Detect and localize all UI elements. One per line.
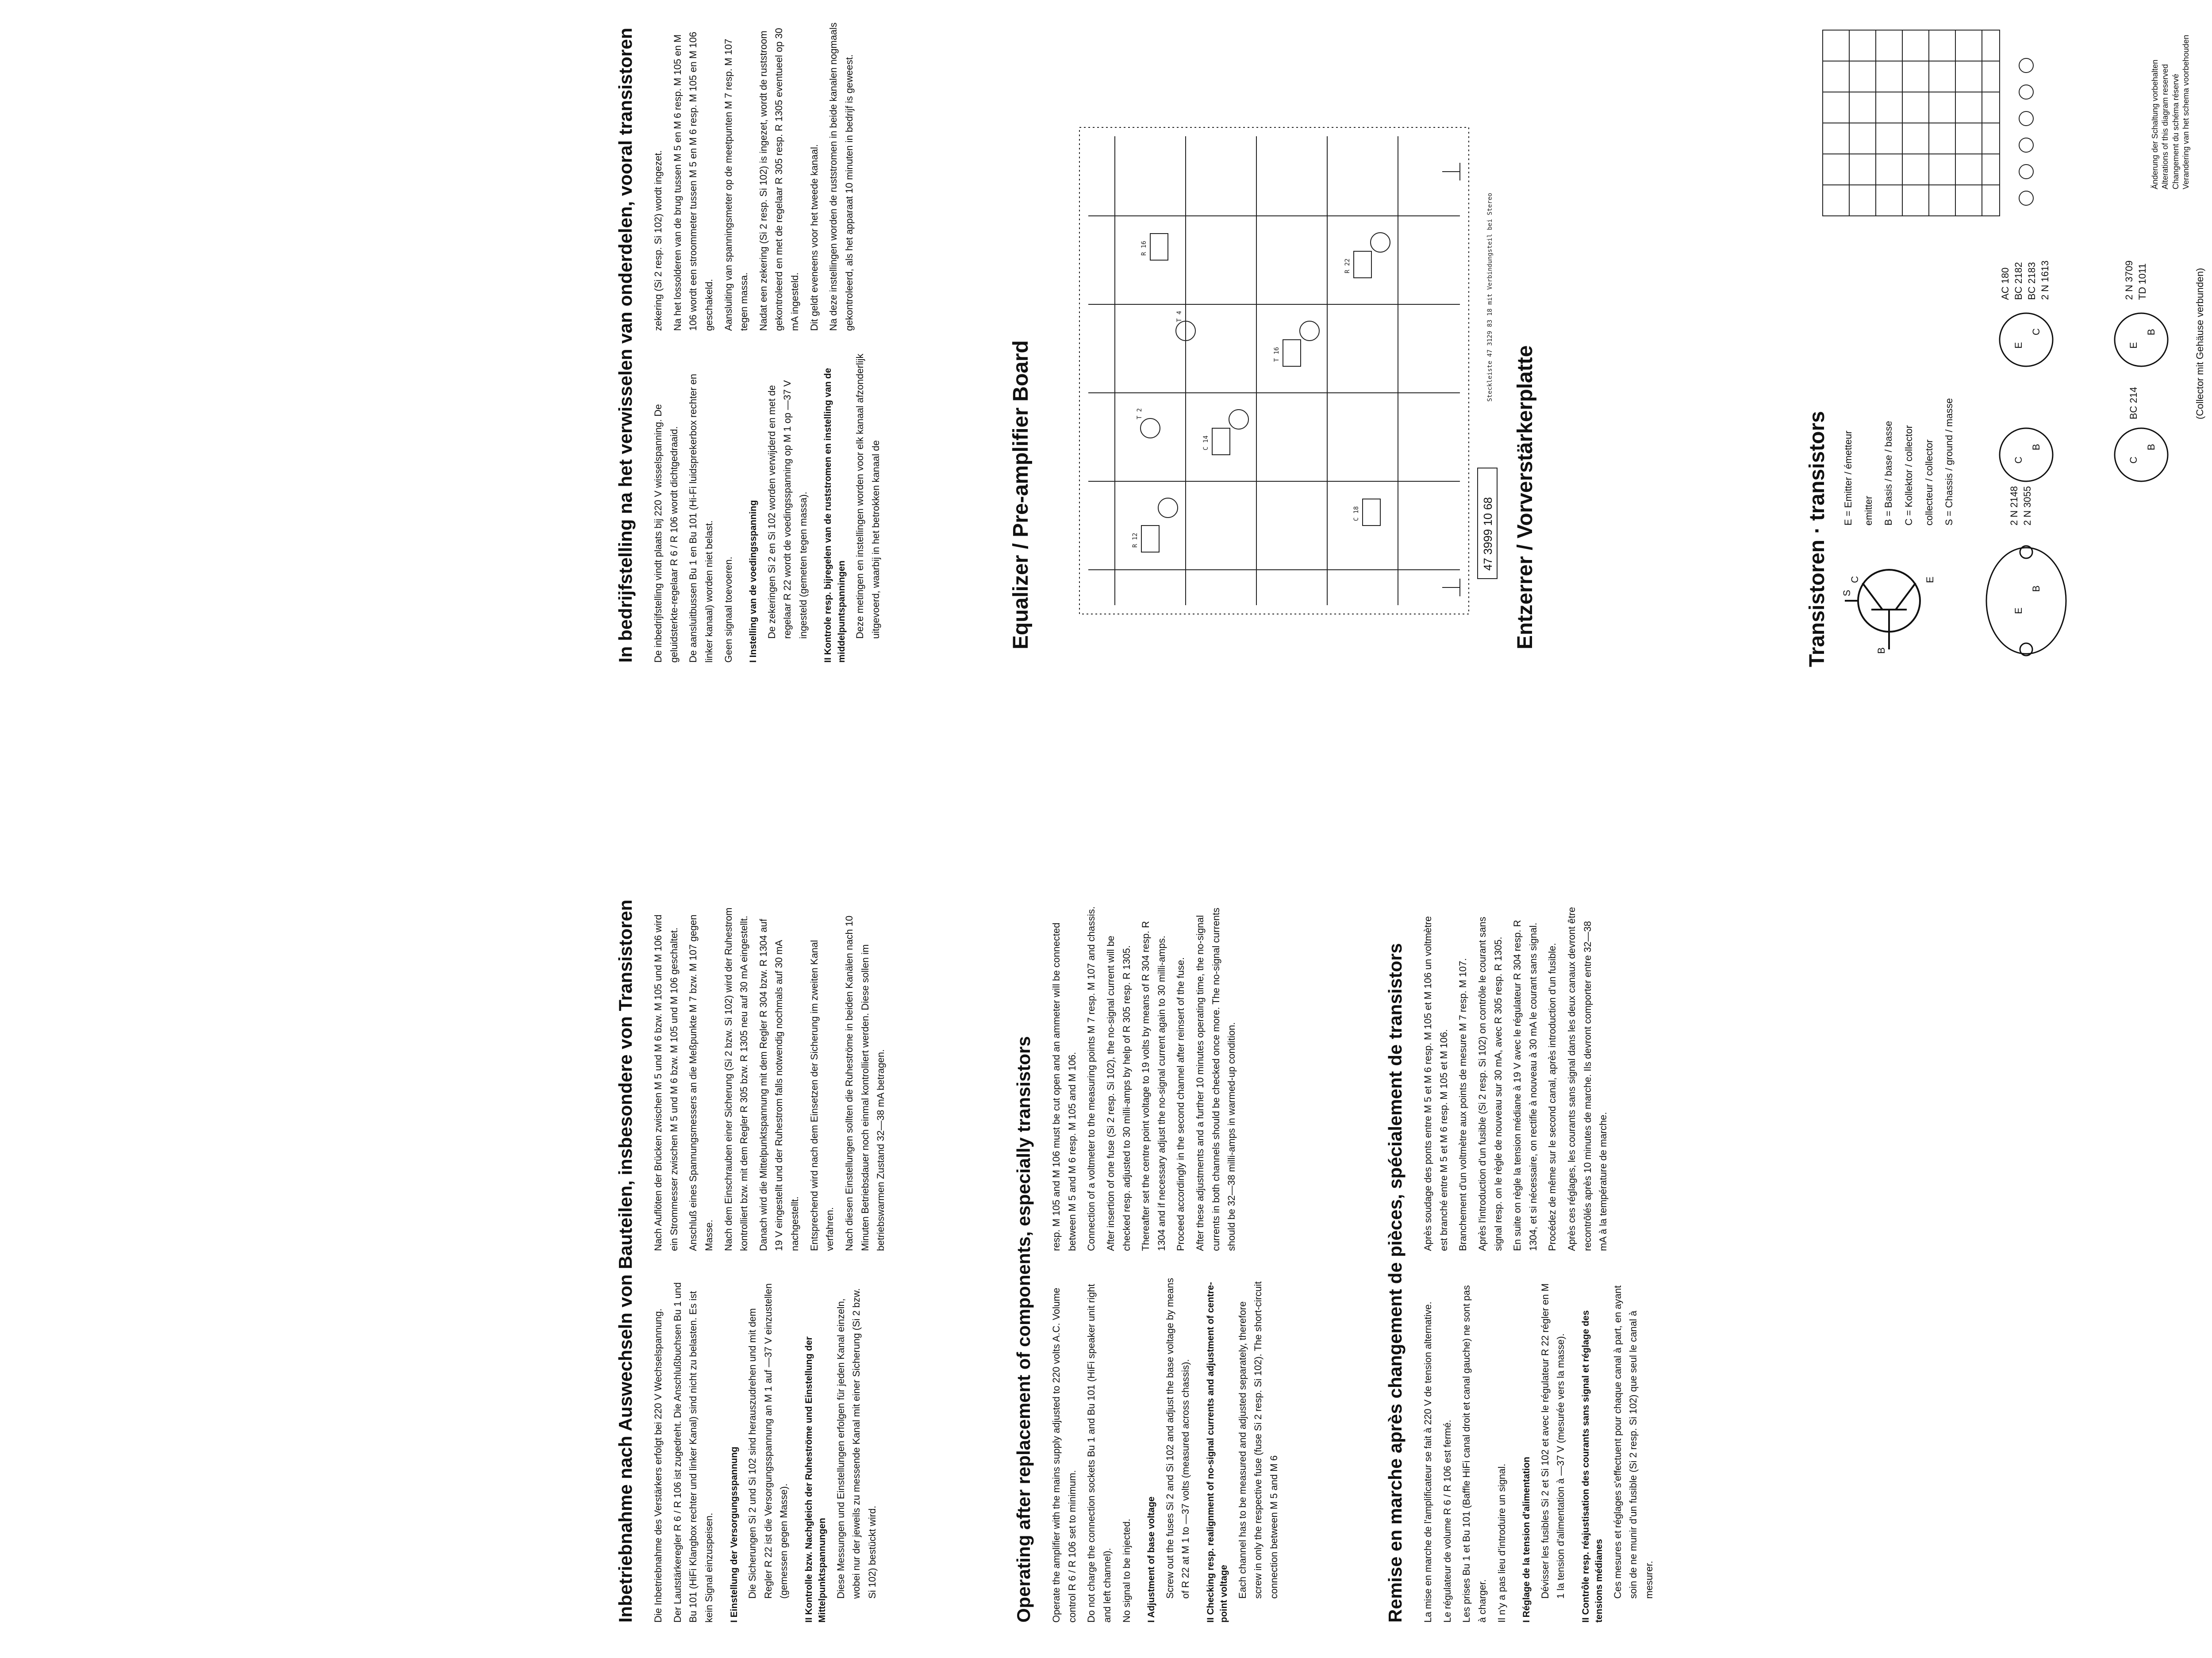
pkg-to3-2: 2 N 3055 <box>2022 486 2033 526</box>
fr-para-4: Il n'y a pas lieu d'introduire un signal. <box>1496 1463 1507 1623</box>
heading-nl: In bedrijfstelling na het verwisselen van onderdelen, vooral transistoren <box>615 27 636 663</box>
en-col2-1: resp. M 105 and M 106 must be cut open and an ammeter will be connected between M 5 and M 6 resp. M 105 and M 106. <box>1051 922 1078 1251</box>
en-sec1-heading: I Adjustment of base voltage <box>1146 1496 1157 1623</box>
nl-col2-4: Nadat een zekering (Si 2 resp. Si 102) is ingezet, wordt de ruststroom gekontroleerd en met de regelaar R 305 resp. R 1305 eventueel op 30 mA ingesteld. <box>757 28 800 331</box>
nl-sec2-text: Deze metingen en instellingen worden voor elk kanaal afzonderlijk uitgevoerd, waarbij in het betrokken kanaal de <box>854 353 881 639</box>
pkg-ac-4: 2 N 1613 <box>2039 260 2051 300</box>
svg-text:C: C <box>2128 457 2139 464</box>
change-fr: Changement du schéma réservé <box>2171 73 2180 189</box>
nl-col2-3: Aansluiting van spanningsmeter op de meetpunten M 7 resp. M 107 tegen massa. <box>722 38 750 331</box>
fr-para-2: Le régulateur de volume R 6 / R 106 est fermé. <box>1441 1420 1453 1623</box>
svg-text:R 16: R 16 <box>1141 241 1148 256</box>
pkg-2n-1: 2 N 3709 <box>2124 260 2135 300</box>
fr-col2-1: Après soudage des ponts entre M 5 et M 6 resp. M 105 et M 106 un voltmètre est branché entre M 5 et M 6 resp. M 105 et M 106. <box>1422 916 1449 1251</box>
section-en <box>1013 871 1050 1623</box>
heading-fr: Remise en marche après changement de pièces, spécialement de transistors <box>1385 943 1406 1623</box>
svg-text:E: E <box>2013 342 2024 349</box>
nl-sec2-heading: II Kontrole resp. bijregelen van de ruststromen en instelling van de middelpuntspanningen <box>823 368 847 663</box>
nl-col2-6: Na deze instellingen worden de ruststromen in beide kanalen nogmaals gekontroleerd, als het apparaat 10 minuten in bedrijf is geweest. <box>828 22 855 331</box>
pkg-2n-2: TD 1011 <box>2137 263 2148 300</box>
pkg-ac-2: BC 2182 <box>2013 262 2024 300</box>
nl-sec1-heading: I Instelling van de voedingsspanning <box>748 500 759 663</box>
en-sec2-text: Each channel has to be measured and adjusted separately, therefore screw in only the respective fuse (fuse Si 2 resp. Si 102). The short-circuit connection between M 5 and M 6 <box>1237 1281 1279 1599</box>
fr-col2-3: Après l'introduction d'un fusible (Si 2 resp. Si 102) on contrôle le courant sans signal resp. on le règle de nouveau sur 30 mA, avec R 305 resp. R 1305. <box>1476 917 1504 1251</box>
pkg-bc: BC 214 <box>2128 387 2139 419</box>
legend-e2: emitter <box>1863 495 1874 526</box>
change-de: Änderung der Schaltung vorbehalten <box>2151 59 2159 189</box>
nl-col-1 <box>650 353 887 663</box>
legend-s: S = Chassis / ground / masse <box>1943 398 1955 526</box>
section-fr <box>1385 871 1422 1623</box>
fr-sec2-text: Ces mesures et réglages s'effectuent pour chaque canal à part, en ayant soin de ne munir d'un fusible (Si 2 resp. Si 102) que seul le canal à mesurer. <box>1612 1285 1655 1599</box>
legend-c: C = Kollektor / collector <box>1903 425 1914 526</box>
schematic-title-block <box>1009 30 1046 649</box>
legend-e: E = Emitter / émetteur <box>1843 430 1854 526</box>
schematic-title-en: Equalizer / Pre-amplifier Board <box>1009 340 1033 649</box>
svg-text:T 16: T 16 <box>1273 347 1280 362</box>
collector-note: (Collector mit Gehäuse verbunden) <box>2194 268 2205 419</box>
svg-text:E: E <box>2013 607 2024 614</box>
pkg-to3-1: 2 N 2148 <box>2008 486 2020 526</box>
preamp-schematic <box>1053 74 1513 641</box>
en-sec1-text: Screw out the fuses Si 2 and Si 102 and adjust the base voltage by means of R 22 at M 1 to —37 volts (measured across chassis). <box>1164 1278 1191 1599</box>
svg-text:B: B <box>2031 444 2042 450</box>
de-col2-3: Nach dem Einschrauben einer Sicherung (Si 2 bzw. Si 102) wird der Ruhestrom kontrolliert bzw. mit dem Regler R 305 bzw. R 1305 neu auf 30 mA eingestellt. <box>722 907 750 1251</box>
schematic-title-block-de <box>1513 30 1551 649</box>
en-col2-3: After insertion of one fuse (Si 2 resp. Si 102), the no-signal current will be checked resp. adjusted to 30 milli-amps by help of R 305 resp. R 1305. <box>1105 936 1132 1251</box>
de-col-2 <box>650 906 892 1251</box>
section-de <box>615 871 652 1623</box>
svg-text:T 2: T 2 <box>1136 408 1143 419</box>
fr-sec1-text: Dévisser les fusibles Si 2 et Si 102 et avec le régulateur R 22 régler en M 1 la tension d'alimentation à —37 V (mesurée vers la masse). <box>1539 1283 1567 1599</box>
svg-text:E: E <box>1924 576 1936 583</box>
nl-para-3: Geen signaal toevoeren. <box>722 557 734 663</box>
change-nl: Verandering van het schema voorbehouden <box>2181 35 2191 189</box>
fr-sec2-heading: II Contrôle resp. réajustisation des courants sans signal et réglage des tensions médianes <box>1580 1310 1605 1623</box>
svg-text:B: B <box>2031 585 2042 592</box>
svg-text:R 12: R 12 <box>1132 533 1139 548</box>
transistor-title-block <box>1805 225 1843 667</box>
de-sec1-text: Die Sicherungen Si 2 und Si 102 sind herauszudrehen und mit dem Regler R 22 ist die Versorgungsspannung an M 1 auf —37 V einzustellen (gemessen gegen Masse). <box>746 1283 790 1599</box>
fr-col-2 <box>1420 906 1615 1251</box>
svg-text:B: B <box>2146 444 2157 450</box>
fr-col-1 <box>1420 1278 1661 1623</box>
nl-col2-5: Dit geldt eveneens voor het tweede kanaal. <box>808 144 820 331</box>
en-col2-4: Thereafter set the centre point voltage to 19 volts by means of R 304 resp. R 1304 and if necessary adjust the no-signal current again to 30 milli-amps. <box>1140 921 1167 1251</box>
fr-col2-6: Après ces réglages, les courants sans signal dans les deux canaux devront être recontrôlés après 10 minutes de marche. Ils devront comporter entre 32—38 mA à la température de marche. <box>1566 907 1609 1251</box>
en-col2-2: Connection of a voltmeter to the measuring points M 7 resp. M 107 and chassis. <box>1086 906 1097 1251</box>
change-notice <box>2150 12 2192 189</box>
fr-col2-2: Branchement d'un voltmètre aux points de mesure M 7 resp. M 107. <box>1457 958 1469 1251</box>
svg-text:S: S <box>1841 590 1852 596</box>
svg-text:B: B <box>2146 329 2157 335</box>
svg-text:T 4: T 4 <box>1176 311 1183 322</box>
de-sec2-heading: II Kontrolle bzw. Nachgleich der Ruheströme und Einstellung der Mittelpunktspannungen <box>803 1336 828 1623</box>
schematic-title-de: Entzerrer / Vorverstärkerplatte <box>1513 345 1537 649</box>
de-col2-2: Anschluß eines Spannungsmessers an die Meßpunkte M 7 bzw. M 107 gegen Masse. <box>687 914 714 1251</box>
heading-de: Inbetriebnahme nach Auswechseln von Bauteilen, insbesondere von Transistoren <box>615 899 636 1623</box>
svg-text:C: C <box>2031 328 2042 335</box>
svg-text:B: B <box>1876 647 1887 654</box>
fr-para-3: Les prises Bu 1 et Bu 101 (Baffle HiFi canal droit et canal gauche) ne sont pas à charger. <box>1461 1285 1488 1623</box>
en-para-1: Operate the amplifier with the mains supply adjusted to 220 volts A.C. Volume control R 6 / R 106 set to minimum. <box>1051 1288 1078 1623</box>
fr-para-1: La mise en marche de l'amplificateur se fait à 220 V de tension alternative. <box>1422 1301 1433 1623</box>
svg-text:E: E <box>2128 342 2139 349</box>
en-col2-5: Proceed accordingly in the second channel after reinsert of the fuse. <box>1175 957 1187 1251</box>
legend-c2: collecteur / collector <box>1923 439 1935 526</box>
transistor-symbol <box>1840 543 1938 658</box>
nl-sec1-text: De zekeringen Si 2 en Si 102 worden verwijderd en met de regelaar R 22 wordt de voedingsspanning op M 1 op —37 V ingesteld (gemeten tegen massa). <box>766 380 809 639</box>
connector-note: Steckleiste 47 3129 83 18 mit Verbindungsteil bei Stereo <box>1486 192 1494 402</box>
en-para-3: No signal to be injected. <box>1121 1519 1132 1623</box>
pkg-ac-1: AC 180 <box>2000 267 2011 300</box>
connector-grid <box>1814 21 2141 225</box>
pkg-ac-3: BC 2183 <box>2026 262 2037 300</box>
svg-text:R 22: R 22 <box>1344 258 1351 273</box>
nl-col-2 <box>650 21 861 331</box>
svg-text:C: C <box>1849 576 1860 583</box>
en-col2-6: After these adjustments and a further 10 minutes operating time, the no-signal currents in both channels should be checked once more. The no-signal currents should be 32—38 milli-amps in warmed-up condition. <box>1194 907 1237 1251</box>
de-col2-5: Entsprechend wird nach dem Einsetzen der Sicherung im zweiten Kanal verfahren. <box>808 940 836 1251</box>
de-para-2: Der Lautstärkeregler R 6 / R 106 ist zugedreht. Die Anschlußbuchsen Bu 1 und Bu 101 (HiFi Klangbox rechter und linker Kanal) sind nicht zu belasten. Es ist kein Signal einzuspeisen. <box>672 1282 714 1623</box>
svg-text:C 18: C 18 <box>1353 506 1360 521</box>
heading-en: Operating after replacement of components, especially transistors <box>1013 1036 1034 1623</box>
de-sec2-text: Diese Messungen und Einstellungen erfolgen für jeden Kanal einzeln, wobei nur der jeweils zu messende Kanal mit einer Sicherung (Si 2 bzw. Si 102) bestückt wird. <box>835 1288 878 1599</box>
svg-text:C 14: C 14 <box>1202 435 1210 450</box>
svg-text:C: C <box>2013 457 2024 464</box>
legend-b: B = Basis / base / basse <box>1883 421 1894 526</box>
de-col-1 <box>650 1278 884 1623</box>
de-col2-6: Nach diesen Einstellungen sollten die Ruheströme in beiden Kanälen nach 10 Minuten Betriebsdauer noch einmal kontrolliert werden. Diese sollen im betriebswarmen Zustand 32—38 mA betragen. <box>843 915 887 1251</box>
de-sec1-heading: I Einstellung der Versorgungsspannung <box>729 1447 739 1623</box>
fr-col2-5: Procédez de même sur le second canal, après introduction d'un fusible. <box>1547 943 1558 1251</box>
nl-col2-2: Na het lossolderen van de brug tussen M 5 en M 6 resp. M 105 en M 106 wordt een stroommeter tussen M 5 en M 6 resp. M 105 en M 106 geschakeld. <box>672 31 714 331</box>
de-col2-1: Nach Auflöten der Brücken zwischen M 5 und M 6 bzw. M 105 und M 106 wird ein Strommesser zwischen M 5 und M 6 bzw. M 105 und M 106 geschaltet. <box>653 914 680 1251</box>
transistor-title: Transistoren · transistors <box>1805 411 1829 667</box>
de-col2-4: Danach wird die Mittelpunktspannung mit dem Regler R 304 bzw. R 1304 auf 19 V eingestellt und der Ruhestrom falls notwendig nochmals auf 30 mA nachgestellt. <box>757 919 800 1251</box>
nl-para-2: De aansluitbussen Bu 1 en Bu 101 (Hi-Fi luidsprekerbox rechter en linker kanaal) worden niet belast. <box>687 373 714 663</box>
section-nl <box>615 8 652 663</box>
transistor-legend <box>1840 251 1962 526</box>
en-sec2-heading: II Checking resp. realignment of no-signal currents and adjustment of centre-point voltage <box>1205 1282 1229 1623</box>
en-para-2: Do not charge the connection sockets Bu 1 and Bu 101 (HiFi speaker unit right and left channel). <box>1086 1284 1113 1623</box>
en-col-1 <box>1048 1278 1286 1623</box>
nl-col2-1: zekering (Si 2 resp. Si 102) wordt ingezet. <box>653 150 664 331</box>
change-en: Alterations of this diagram reserved <box>2161 64 2170 189</box>
de-para-1: Die Inbetriebnahme des Verstärkers erfolgt bei 220 V Wechselspannung. <box>653 1308 664 1623</box>
fr-sec1-heading: I Réglage de la tension d'alimentation <box>1521 1457 1532 1623</box>
fr-col2-4: En suite on règle la tension médiane à 19 V avec le régulateur R 304 resp. R 1304, et si nécessaire, on rectifie à nouveau à 30 mA le courant sans signal. <box>1512 920 1539 1251</box>
nl-para-1: De inbedrijfstelling vindt plaats bij 220 V wisselspanning. De geluidsterkte-regelaar R 6 / R 106 wordt dichtgedraaid. <box>653 404 680 663</box>
board-id: 47 3999 10 68 <box>1481 497 1494 571</box>
en-col-2 <box>1048 906 1243 1251</box>
